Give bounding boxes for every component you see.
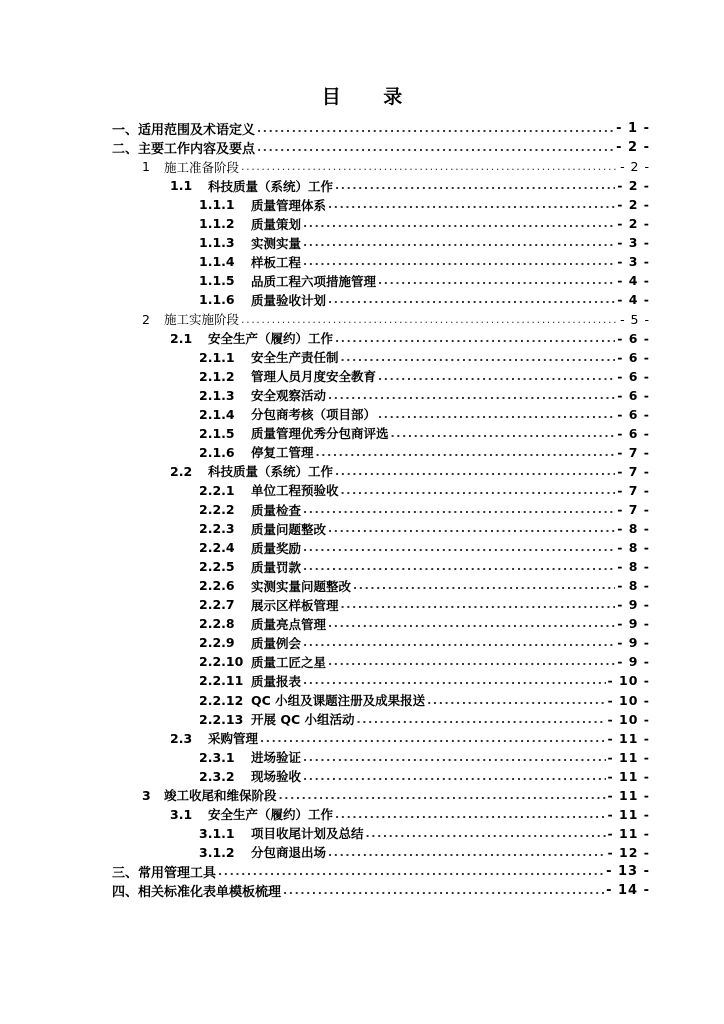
toc-entry-page: - 4 - [617,273,650,289]
toc-entry-number: 3.1.2 [199,844,235,860]
toc-entry-number: 2.1.3 [199,387,235,403]
toc-entry[interactable] [142,157,650,176]
toc-entry-page: - 7 - [617,463,650,479]
toc-entry-number: 2.1.1 [199,349,235,365]
toc-entry-number: 2.2.13 [199,711,244,727]
toc-entry-number: 2.2.8 [199,616,235,632]
toc-entry-title: 科技质量（系统）工作 [208,178,334,194]
toc-entry[interactable] [199,424,650,443]
toc-entry-page: - 2 - [616,140,650,156]
toc-entry-page: - 7 - [617,482,650,498]
toc-dot-leader [366,824,606,843]
toc-entry-page: - 2 - [617,216,650,232]
toc-entry-page: - 9 - [617,616,650,632]
toc-entry-page: - 2 - [617,197,650,213]
toc-entry-title: 科技质量（系统）工作 [208,464,334,480]
toc-dot-leader [378,367,615,386]
toc-entry-number: 1.1.6 [199,292,235,308]
toc-entry-number: 2.3 [170,730,193,746]
toc-entry-title: 样板工程 [251,254,302,270]
toc-entry-page: - 3 - [617,254,650,270]
toc-dot-leader [335,176,615,195]
toc-entry-title: 分包商退出场 [251,845,327,861]
toc-dot-leader [378,271,615,290]
toc-entry-title: 常用管理工具 [138,865,217,881]
toc-entry-page: - 13 - [606,863,650,879]
toc-entry-number: 3 [142,787,151,803]
toc-entry-number: 2.3.2 [199,768,235,784]
toc-entry-number: 2.2 [170,463,193,479]
toc-entry-page: - 9 - [617,635,650,651]
toc-dot-leader [328,195,615,214]
toc-entry-title: 采购管理 [208,731,259,747]
toc-entry[interactable] [199,614,650,633]
toc-dot-leader [303,500,615,519]
toc-entry-title: 质量检查 [251,502,302,518]
toc-dot-leader [257,119,614,138]
toc-entry-page: - 10 - [607,711,650,727]
toc-entry-page: - 11 - [607,768,650,784]
toc-entry-page: - 1 - [616,121,650,136]
toc-entry-title: 质量报表 [251,673,302,689]
toc-entry-title: 质量罚款 [251,559,302,575]
toc-entry[interactable] [199,710,650,729]
toc-entry-number: 2.2.9 [199,635,235,651]
toc-entry[interactable] [199,195,650,214]
toc-entry[interactable] [199,633,650,652]
toc-dot-leader [303,748,606,767]
toc-entry-page: - 11 - [607,806,650,822]
toc-entry-page: - 6 - [617,330,650,346]
toc-entry-title: 质量亮点管理 [251,616,327,632]
toc-entry[interactable] [142,310,650,329]
toc-entry-page: - 4 - [617,292,650,308]
toc-entry-title: 安全生产（履约）工作 [208,331,334,347]
toc-entry[interactable] [199,691,650,710]
toc-title: 目 录 [321,86,421,108]
toc-dot-leader [260,729,606,748]
toc-dot-leader [303,557,615,576]
toc-entry[interactable] [199,443,650,462]
toc-entry-number: 1.1 [170,178,193,194]
toc-entry[interactable] [170,176,650,195]
toc-entry-page: - 9 - [617,597,650,613]
toc-entry-title: 进场验证 [251,750,302,766]
toc-entry[interactable] [199,824,650,843]
toc-entry-title: 竣工收尾和维保阶段 [164,788,277,804]
toc-dot-leader [303,538,615,557]
toc-dot-leader [378,405,615,424]
toc-entry[interactable] [170,462,650,481]
toc-entry-number: 2.1.2 [199,368,235,384]
toc-entry[interactable] [112,881,650,900]
toc-entry-title: 单位工程预验收 [251,483,339,499]
toc-entry-page: - 9 - [617,654,650,670]
toc-entry-number: 1.1.2 [199,216,235,232]
toc-entry-number: 2.2.12 [199,692,244,708]
toc-entry-title: 安全生产责任制 [251,350,339,366]
toc-entry-title: 适用范围及术语定义 [138,123,256,138]
toc-dot-leader [283,881,604,900]
toc-dot-leader [303,633,615,652]
toc-entry-number: 2.2.7 [199,597,235,613]
toc-entry-page: - 11 - [607,749,650,765]
toc-dot-leader [427,691,605,710]
toc-dot-leader [328,652,615,671]
toc-entry-number: 3.1 [170,806,193,822]
toc-entry-title: 质量奖励 [251,540,302,556]
toc-entry-page: - 8 - [617,578,650,594]
toc-entry-number: 1.1.5 [199,273,235,289]
toc-entry-title: 质量工匠之星 [251,654,327,670]
toc-entry[interactable] [199,367,650,386]
toc-entry[interactable] [199,519,650,538]
toc-entry-number: 2.2.3 [199,521,235,537]
toc-dot-leader [303,767,606,786]
toc-entry-number: 2.2.6 [199,578,235,594]
toc-entry-title: 质量问题整改 [251,521,327,537]
toc-entry-title: 品质工程六项措施管理 [251,273,377,289]
toc-entry-number: 2.1.5 [199,425,235,441]
toc-dot-leader [335,329,615,348]
toc-entry-page: - 8 - [617,559,650,575]
toc-entry-title: 施工实施阶段 [164,312,240,327]
toc-dot-leader [353,576,615,595]
toc-dot-leader [341,481,616,500]
toc-entry-page: - 7 - [617,502,650,517]
toc-entry-page: - 6 - [617,387,650,403]
toc-dot-leader [218,862,604,881]
toc-entry[interactable] [199,214,650,233]
toc-entry-page: - 2 - [617,178,650,194]
toc-entry-page: - 11 - [607,825,650,841]
toc-entry[interactable] [199,481,650,500]
toc-entry-number: 三、 [112,865,139,881]
toc-entry-page: - 10 - [607,673,650,689]
toc-entry-title: 实测实量 [251,235,302,251]
toc-entry[interactable] [142,786,650,805]
toc-dot-leader [391,424,616,443]
toc-dot-leader [341,348,616,367]
toc-entry-number: 2.3.1 [199,749,235,765]
toc-entry-title: 质量验收计划 [251,292,327,308]
toc-entry[interactable] [199,671,650,690]
toc-entry-number: 四、 [112,885,139,900]
toc-entry-page: - 12 - [607,844,650,860]
toc-entry-title: 质量管理体系 [251,197,327,213]
toc-entry[interactable] [199,576,650,595]
toc-entry-number: 1.1.4 [199,254,235,270]
toc-entry-number: 2.2.10 [199,654,244,670]
toc-entry-page: - 6 - [617,425,650,441]
toc-entry[interactable] [199,290,650,309]
toc-entry[interactable] [112,138,650,157]
toc-entry[interactable] [170,805,650,824]
toc-entry-page: - 8 - [617,521,650,537]
toc-dot-leader [303,214,615,233]
toc-dot-leader [241,157,618,176]
toc-dot-leader [303,252,615,271]
toc-entry-title: 项目收尾计划及总结 [251,826,364,842]
toc-entry-page: - 6 - [617,349,650,365]
toc-entry-page: - 3 - [617,235,650,251]
toc-entry-page: - 11 - [607,787,650,803]
toc-dot-leader [316,443,616,462]
toc-entry-title: 安全生产（履约）工作 [208,807,334,823]
toc-entry-title: 主要工作内容及要点 [138,142,256,158]
toc-dot-leader [328,519,615,538]
toc-entry-page: - 2 - [620,159,650,175]
toc-entry-number: 1.1.1 [199,197,235,213]
toc-dot-leader [257,138,614,157]
toc-dot-leader [328,843,606,862]
toc-entry-number: 2.2.1 [199,482,235,498]
toc-entry-page: - 6 - [617,368,650,384]
toc-entry-title: 管理人员月度安全教育 [251,369,377,385]
toc-entry-page: - 10 - [607,692,650,708]
toc-entry[interactable] [199,348,650,367]
toc-entry[interactable] [199,767,650,786]
toc-entry-title: 质量策划 [251,216,302,232]
toc-entry-page: - 8 - [617,540,650,556]
toc-entry-number: 2 [142,311,150,327]
toc-entry[interactable] [199,233,650,252]
toc-entry-title: 展示区样板管理 [251,597,339,613]
toc-entry-number: 1.1.3 [199,235,235,251]
toc-entry[interactable] [199,843,650,862]
toc-entry[interactable] [199,557,650,576]
toc-entry-title: 分包商考核（项目部） [251,407,377,423]
toc-entry-title: 停复工管理 [251,445,314,461]
toc-entry[interactable] [170,329,650,348]
toc-dot-leader [335,462,615,481]
toc-entry-title: 施工准备阶段 [164,159,240,175]
toc-dot-leader [328,386,615,405]
toc-dot-leader [279,786,606,805]
toc-entry-title: 质量例会 [251,635,302,651]
toc-entry[interactable] [112,862,650,881]
toc-entry-title: 质量管理优秀分包商评选 [251,426,389,442]
toc-entry-title: QC 小组及课题注册及成果报送 [251,693,426,708]
toc-entry-title: 安全观察活动 [251,388,327,404]
toc-entry-page: - 14 - [606,883,650,898]
toc-entry-title: 现场验收 [251,769,302,785]
toc-entry-number: 2.2.4 [199,540,235,556]
toc-entry[interactable] [199,500,650,519]
toc-entry-title: 开展 QC 小组活动 [251,712,355,728]
toc-entry-number: 2.1 [170,330,193,346]
toc-entry[interactable] [199,271,650,290]
toc-entry[interactable] [199,595,650,614]
toc-dot-leader [357,710,606,729]
toc-dot-leader [303,671,606,690]
toc-entry[interactable] [170,729,650,748]
toc-entry-number: 2.2.2 [199,502,235,517]
toc-dot-leader [328,290,615,309]
toc-entry-number: 1 [142,159,150,175]
toc-entry-title: 相关标准化表单模板梳理 [138,885,282,900]
toc-entry[interactable] [199,405,650,424]
toc-dot-leader [241,310,618,329]
toc-entry-page: - 6 - [617,406,650,422]
toc-entry-number: 一、 [112,123,139,138]
toc-dot-leader [335,805,606,824]
toc-entry-number: 3.1.1 [199,825,235,841]
toc-entry[interactable] [199,538,650,557]
toc-entry-number: 2.1.6 [199,444,235,460]
toc-entry[interactable] [199,386,650,405]
toc-entry[interactable] [199,748,650,767]
toc-entry-page: - 7 - [617,444,650,460]
toc-entry[interactable] [112,119,650,138]
toc-entry[interactable] [199,652,650,671]
toc-dot-leader [341,595,616,614]
toc-entry-number: 二、 [112,142,139,158]
toc-entry-title: 实测实量问题整改 [251,578,352,594]
toc-entry-page: - 11 - [607,730,650,746]
toc-entry-page: - 5 - [620,311,650,327]
toc-entry[interactable] [199,252,650,271]
toc-entry-number: 2.2.11 [199,673,244,689]
toc-entry-number: 2.2.5 [199,559,235,575]
toc-entry-number: 2.1.4 [199,406,235,422]
toc-dot-leader [328,614,615,633]
toc-dot-leader [303,233,615,252]
